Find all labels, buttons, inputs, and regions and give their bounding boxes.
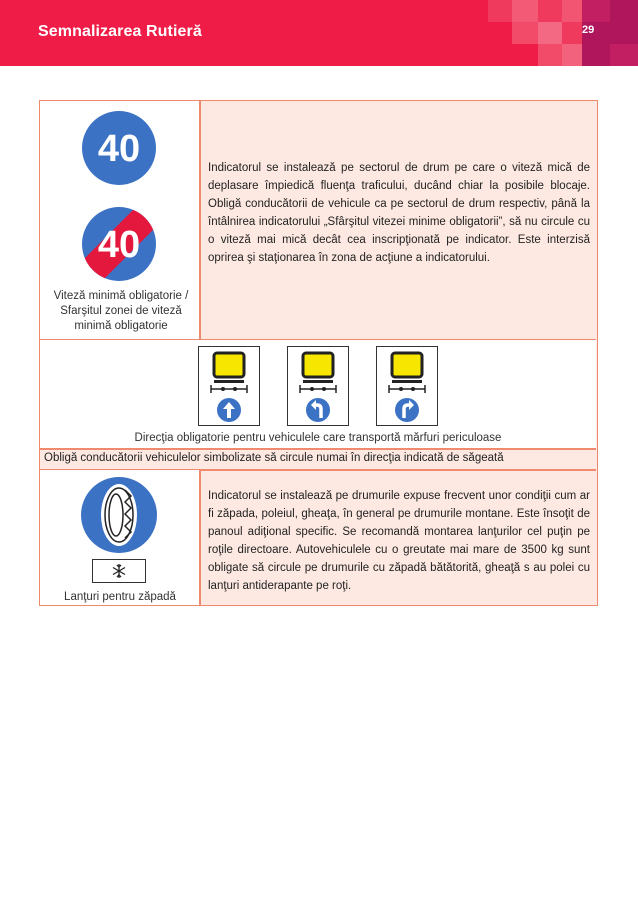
snow-chains-image-cell [40,470,200,605]
snow-chains-caption: Lanţuri pentru zăpadă [64,591,176,603]
snowflake-panel-icon [92,559,146,583]
header-title: Semnalizarea Rutieră [38,23,202,40]
dangerous-goods-description: Obligă conducătorii vehiculelor simbolizate să circule numai în direcţia indicată de săgeată [44,452,504,464]
dangerous-goods-signs-cell [40,340,596,448]
dangerous-goods-right-sign-icon [376,346,438,426]
snow-chains-sign-icon [80,476,158,554]
sign-description: Indicatorul se instalează pe sectorul de drum pe care o viteză mică de deplasare împiedică fluenţa traficului, ducând chiar la posibile blocaje. Obligă conducătorii de vehicule ca pe sectorul de drum respectiv, până la întâlnirea indicatorului „Sfârşitul vitezei minime obligatorii”, să nu circule cu o viteză mai mică decât cea inscripţionată pe indicator. Este interzisă oprirea şi staţionarea în zona de acţiune a indicatorului. [208,162,590,264]
sign-image-cell [40,101,200,339]
dangerous-goods-straight-sign-icon [198,346,260,426]
sign-caption: Viteză minimă obligatorie / Sfarşitul zonei de viteză minimă obligatorie [53,290,189,332]
dangerous-goods-caption: Direcţia obligatorie pentru vehiculele care transportă mărfuri periculoase [134,432,502,444]
snow-chains-description-cell [201,470,596,605]
min-speed-40-sign-icon [81,110,157,186]
signs-table [39,100,598,606]
min-speed-value: 40 [97,128,141,170]
dangerous-goods-description-cell [40,449,596,469]
page-number: 29 [582,24,595,36]
page-header [0,0,638,66]
end-min-speed-40-sign-icon [81,206,157,282]
sign-description-cell [201,101,596,339]
end-min-speed-value: 40 [97,224,141,266]
snow-chains-description: Indicatorul se instalează pe drumurile expuse frecvent unor condiţii cum ar fi zăpada, poleiul, gheaţa, în general pe drumurile montane. Este însoţit de panoul adiţional specific. Se recomandă montarea lanţurilor cel puţin pe roţile directoare. Autovehiculele cu o greutate mai mare de 3500 kg sunt obligate să circule pe drumurile cu zăpadă bătătorită, gheaţă s au polei cu lanţuri antiderapante pe roţi. [208,490,590,592]
dangerous-goods-left-sign-icon [287,346,349,426]
